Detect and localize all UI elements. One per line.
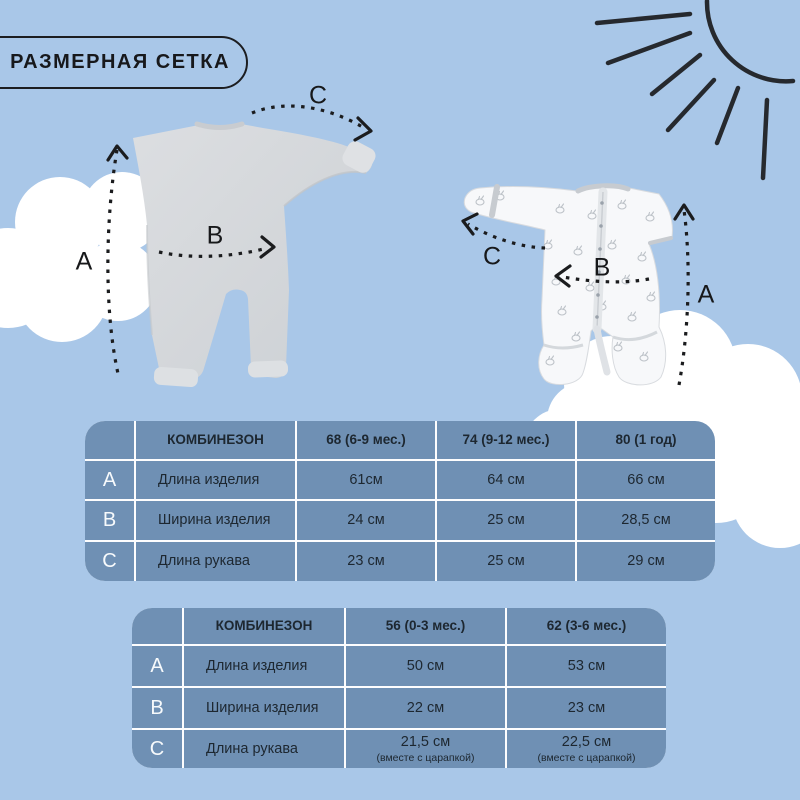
page-title: РАЗМЕРНАЯ СЕТКА [10,51,230,73]
t2-row-letter: C [132,730,182,768]
t2-row-value-note: (вместе с царапкой) [537,751,636,764]
measure-label-c-left: C [308,81,328,110]
t1-row-name: Длина изделия [136,461,295,499]
t2-size-header: 62 (3-6 мес.) [507,608,666,644]
t1-product-header: КОМБИНЕЗОН [136,421,295,459]
size-table-older [85,421,715,581]
t1-row-value: 28,5 см [577,501,715,540]
t2-row-name: Длина рукава [184,730,344,768]
t1-row-name: Длина рукава [136,542,295,581]
t1-row-name: Ширина изделия [136,501,295,540]
t2-row-letter: B [132,688,182,728]
t2-row-name: Длина изделия [184,646,344,686]
measure-label-a-left: A [75,247,93,276]
t2-row-value [507,730,666,768]
measure-label-b-left: B [206,221,224,250]
t1-size-header: 74 (9-12 мес.) [437,421,575,459]
t1-row-value: 29 см [577,542,715,581]
sun-icon [597,1,793,178]
t2-row-value-main: 22,5 см [561,734,612,751]
t2-row-value-main: 21,5 см [400,734,451,751]
t1-row-value: 64 см [437,461,575,499]
t1-corner-cell [85,421,134,459]
t1-row-value: 25 см [437,542,575,581]
page-title-pill [0,36,248,89]
t2-row-value [346,730,505,768]
t1-row-value: 61см [297,461,435,499]
t2-row-value: 53 см [507,646,666,686]
t1-row-value: 25 см [437,501,575,540]
t1-row-value: 23 см [297,542,435,581]
t1-row-value: 66 см [577,461,715,499]
t2-row-value: 22 см [346,688,505,728]
t1-size-header: 80 (1 год) [577,421,715,459]
t2-product-header: КОМБИНЕЗОН [184,608,344,644]
t1-row-letter: A [85,461,134,499]
t1-row-letter: C [85,542,134,581]
size-table-newborn [132,608,666,768]
t1-row-value: 24 см [297,501,435,540]
measure-label-b-right: B [593,253,611,282]
measure-label-c-right: C [482,242,502,271]
t2-corner-cell [132,608,182,644]
measure-label-a-right: A [697,280,715,309]
t2-size-header: 56 (0-3 мес.) [346,608,505,644]
t2-row-letter: A [132,646,182,686]
t2-row-value: 50 см [346,646,505,686]
t2-row-value-note: (вместе с царапкой) [376,751,475,764]
t1-size-header: 68 (6-9 мес.) [297,421,435,459]
t2-row-value: 23 см [507,688,666,728]
romper-gray-illustration [133,124,378,388]
t2-row-name: Ширина изделия [184,688,344,728]
t1-row-letter: B [85,501,134,540]
